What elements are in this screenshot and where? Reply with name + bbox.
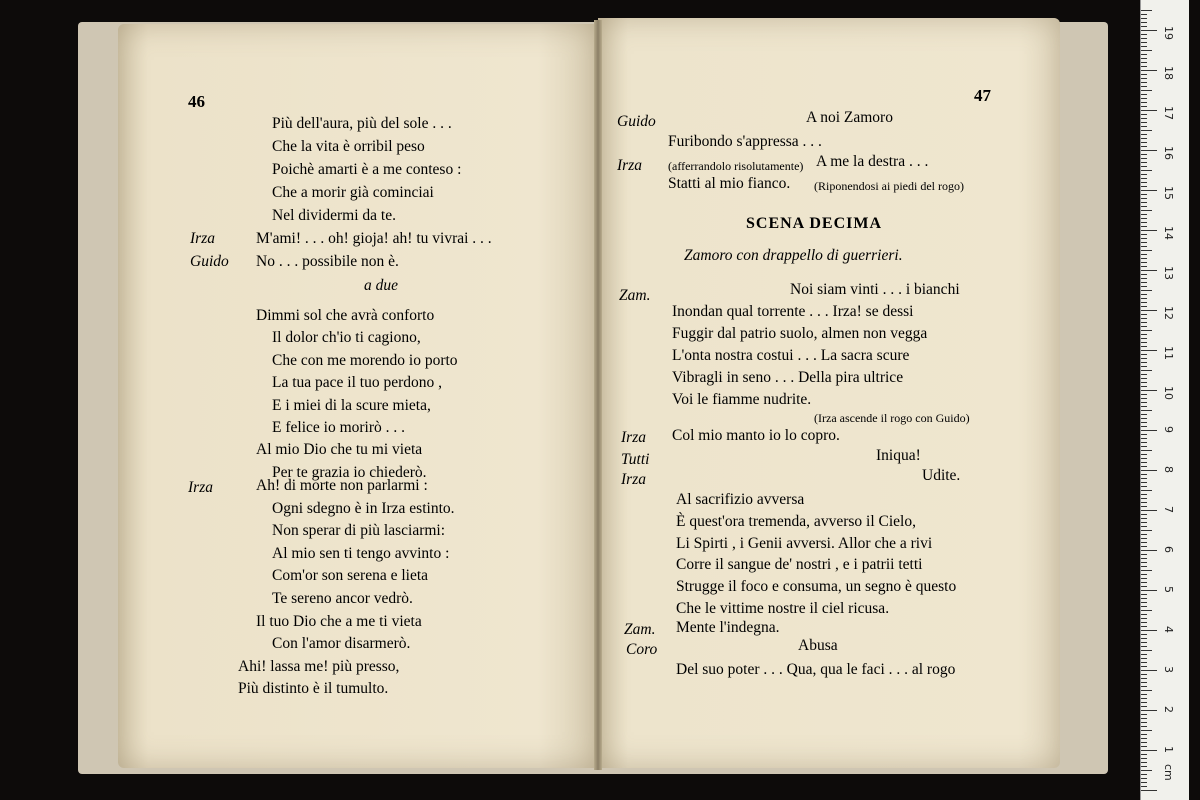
verse-line: Com'or son serena e lieta xyxy=(272,567,429,585)
ruler-tick xyxy=(1141,262,1147,263)
ruler-tick xyxy=(1141,766,1147,767)
verse-line: Che la vita è orribil peso xyxy=(272,138,425,155)
ruler-tick xyxy=(1141,630,1157,631)
ruler-tick xyxy=(1141,658,1147,659)
speaker-irza: Irza xyxy=(621,429,646,446)
ruler-tick xyxy=(1141,98,1147,99)
ruler-tick xyxy=(1141,362,1147,363)
ruler-tick xyxy=(1141,222,1147,223)
verse-line: Mente l'indegna. xyxy=(676,619,780,636)
verse-line: M'ami! . . . oh! gioja! ah! tu vivrai . . . xyxy=(256,230,492,247)
verse-line: Più distinto è il tumulto. xyxy=(238,680,389,698)
ruler-tick xyxy=(1141,426,1147,427)
ruler-tick xyxy=(1141,494,1147,495)
ruler-tick xyxy=(1141,710,1157,711)
ruler-tick xyxy=(1141,414,1147,415)
ruler-tick xyxy=(1141,454,1147,455)
ruler-number: 5 xyxy=(1162,586,1175,593)
ruler-tick xyxy=(1141,370,1152,371)
ruler-tick xyxy=(1141,94,1147,95)
ruler-tick xyxy=(1141,758,1147,759)
ruler-tick xyxy=(1141,754,1147,755)
ruler-tick xyxy=(1141,354,1147,355)
a-due-heading: a due xyxy=(364,277,399,294)
ruler-number: 8 xyxy=(1162,466,1175,473)
speaker-tutti: Tutti xyxy=(621,451,650,468)
ruler-tick xyxy=(1141,594,1147,595)
verse-line: Ah! di morte non parlarmi : xyxy=(256,477,428,494)
ruler-tick xyxy=(1141,338,1147,339)
ruler-tick xyxy=(1141,378,1147,379)
ruler-tick xyxy=(1141,486,1147,487)
ruler-tick xyxy=(1141,750,1157,751)
verse-line: Corre il sangue de' nostri , e i patrii tetti xyxy=(676,556,923,574)
ruler-tick xyxy=(1141,590,1157,591)
verse-line: Furibondo s'appressa . . . xyxy=(668,133,822,150)
ruler-tick xyxy=(1141,782,1147,783)
ruler-tick xyxy=(1141,686,1147,687)
stage-direction: (afferrandolo risolutamente) xyxy=(668,159,804,173)
ruler-tick xyxy=(1141,190,1157,191)
ruler-tick xyxy=(1141,626,1147,627)
ruler-number: 2 xyxy=(1162,706,1175,713)
ruler-tick xyxy=(1141,530,1152,531)
ruler-tick xyxy=(1141,70,1157,71)
ruler-tick xyxy=(1141,374,1147,375)
ruler-tick xyxy=(1141,186,1147,187)
ruler-tick xyxy=(1141,406,1147,407)
ruler-tick xyxy=(1141,10,1152,11)
ruler-tick xyxy=(1141,74,1147,75)
verse-line: È quest'ora tremenda, avverso il Cielo, xyxy=(676,512,916,530)
verse-line: Ahi! lassa me! più presso, xyxy=(238,657,400,675)
ruler-number: 12 xyxy=(1162,306,1175,320)
ruler-tick xyxy=(1141,114,1147,115)
ruler-tick xyxy=(1141,322,1147,323)
verse-line: Più dell'aura, più del sole . . . xyxy=(272,115,452,132)
ruler-tick xyxy=(1141,598,1147,599)
ruler-tick xyxy=(1141,230,1157,231)
verse-line: Te sereno ancor vedrò. xyxy=(272,590,413,607)
ruler-tick xyxy=(1141,218,1147,219)
ruler-tick xyxy=(1141,110,1157,111)
verse-line: Udite. xyxy=(922,467,961,484)
ruler-tick xyxy=(1141,86,1147,87)
ruler-number: 7 xyxy=(1162,506,1175,513)
ruler-tick xyxy=(1141,650,1152,651)
ruler-tick xyxy=(1141,294,1147,295)
ruler-tick xyxy=(1141,306,1147,307)
ruler-number: 18 xyxy=(1162,66,1175,80)
ruler-tick xyxy=(1141,534,1147,535)
ruler-tick xyxy=(1141,202,1147,203)
ruler-tick xyxy=(1141,778,1147,779)
ruler-tick xyxy=(1141,606,1147,607)
verse-line: L'onta nostra costui . . . La sacra scure xyxy=(672,347,910,364)
ruler-tick xyxy=(1141,518,1147,519)
verse-line: Al mio sen ti tengo avvinto : xyxy=(272,544,450,562)
ruler-tick xyxy=(1141,290,1152,291)
ruler-tick xyxy=(1141,738,1147,739)
measurement-ruler xyxy=(1140,0,1189,800)
ruler-tick xyxy=(1141,54,1147,55)
ruler-tick xyxy=(1141,146,1147,147)
ruler-tick xyxy=(1141,570,1152,571)
ruler-tick xyxy=(1141,126,1147,127)
ruler-tick xyxy=(1141,150,1157,151)
verse-line: Che con me morendo io porto xyxy=(272,351,458,369)
ruler-tick xyxy=(1141,250,1152,251)
ruler-tick xyxy=(1141,130,1152,131)
verse-line: Fuggir dal patrio suolo, almen non vegga xyxy=(672,325,928,342)
ruler-tick xyxy=(1141,726,1147,727)
ruler-tick xyxy=(1141,554,1147,555)
ruler-tick xyxy=(1141,238,1147,239)
ruler-tick xyxy=(1141,138,1147,139)
ruler-number: 15 xyxy=(1162,186,1175,200)
ruler-tick xyxy=(1141,314,1147,315)
ruler-tick xyxy=(1141,670,1157,671)
verse-line: Il tuo Dio che a me ti vieta xyxy=(256,612,422,630)
ruler-number: 9 xyxy=(1162,426,1175,433)
ruler-tick xyxy=(1141,742,1147,743)
ruler-tick xyxy=(1141,506,1147,507)
verse-line: Statti al mio fianco. xyxy=(668,175,791,192)
ruler-tick xyxy=(1141,402,1147,403)
speaker-label: Irza xyxy=(190,230,215,247)
ruler-tick xyxy=(1141,690,1152,691)
ruler-tick xyxy=(1141,514,1147,515)
ruler-tick xyxy=(1141,746,1147,747)
ruler-tick xyxy=(1141,282,1147,283)
ruler-tick xyxy=(1141,498,1147,499)
ruler-tick xyxy=(1141,762,1147,763)
ruler-tick xyxy=(1141,274,1147,275)
ruler-tick xyxy=(1141,450,1152,451)
verse-line: Abusa xyxy=(798,637,838,654)
ruler-tick xyxy=(1141,170,1152,171)
verse-line: Che a morir già cominciai xyxy=(272,184,434,201)
ruler-tick xyxy=(1141,302,1147,303)
ruler-tick xyxy=(1141,418,1147,419)
verse-line: Iniqua! xyxy=(876,447,921,464)
ruler-number: 3 xyxy=(1162,666,1175,673)
ruler-tick xyxy=(1141,366,1147,367)
ruler-tick xyxy=(1141,502,1147,503)
ruler-tick xyxy=(1141,206,1147,207)
ruler-tick xyxy=(1141,166,1147,167)
ruler-tick xyxy=(1141,422,1147,423)
ruler-tick xyxy=(1141,310,1157,311)
ruler-tick xyxy=(1141,350,1157,351)
verse-line: Inondan qual torrente . . . Irza! se dessi xyxy=(672,303,914,320)
ruler-tick xyxy=(1141,122,1147,123)
verse-line: Poichè amarti è a me conteso : xyxy=(272,161,462,178)
ruler-tick xyxy=(1141,214,1147,215)
ruler-tick xyxy=(1141,330,1152,331)
verse-line: A me la destra . . . xyxy=(816,153,929,170)
verse-line: Che le vittime nostre il ciel ricusa. xyxy=(676,600,890,617)
ruler-tick xyxy=(1141,318,1147,319)
ruler-tick xyxy=(1141,718,1147,719)
ruler-tick xyxy=(1141,430,1157,431)
ruler-tick xyxy=(1141,22,1147,23)
ruler-tick xyxy=(1141,578,1147,579)
ruler-tick xyxy=(1141,786,1147,787)
speaker-guido: Guido xyxy=(617,113,656,130)
verse-line: Con l'amor disarmerò. xyxy=(272,635,411,653)
ruler-tick xyxy=(1141,394,1147,395)
verse-line: E i miei di la scure mieta, xyxy=(272,396,431,414)
ruler-tick xyxy=(1141,470,1157,471)
ruler-tick xyxy=(1141,706,1147,707)
ruler-number: 6 xyxy=(1162,546,1175,553)
ruler-tick xyxy=(1141,474,1147,475)
ruler-tick xyxy=(1141,14,1147,15)
ruler-tick xyxy=(1141,574,1147,575)
ruler-tick xyxy=(1141,714,1147,715)
verse-line: Noi siam vinti . . . i bianchi xyxy=(790,281,960,298)
ruler-tick xyxy=(1141,234,1147,235)
ruler-tick xyxy=(1141,662,1147,663)
ruler-number: 19 xyxy=(1162,26,1175,40)
ruler-tick xyxy=(1141,722,1147,723)
ruler-tick xyxy=(1141,550,1157,551)
ruler-tick xyxy=(1141,482,1147,483)
ruler-tick xyxy=(1141,462,1147,463)
ruler-tick xyxy=(1141,258,1147,259)
ruler-tick xyxy=(1141,702,1147,703)
ruler-tick xyxy=(1141,678,1147,679)
ruler-tick xyxy=(1141,26,1147,27)
ruler-tick xyxy=(1141,346,1147,347)
ruler-tick xyxy=(1141,510,1157,511)
ruler-tick xyxy=(1141,246,1147,247)
ruler-tick xyxy=(1141,18,1147,19)
ruler-tick xyxy=(1141,730,1152,731)
scene-subtitle: Zamoro con drappello di guerrieri. xyxy=(684,247,903,264)
verse-line: La tua pace il tuo perdono , xyxy=(272,374,443,392)
ruler-tick xyxy=(1141,162,1147,163)
verse-line: A noi Zamoro xyxy=(806,109,893,126)
ruler-tick xyxy=(1141,442,1147,443)
ruler-tick xyxy=(1141,326,1147,327)
scene-title: SCENA DECIMA xyxy=(746,215,883,232)
ruler-tick xyxy=(1141,134,1147,135)
ruler-tick xyxy=(1141,226,1147,227)
ruler-tick xyxy=(1141,646,1147,647)
verse-line: Al sacrifizio avversa xyxy=(676,491,805,508)
ruler-tick xyxy=(1141,90,1152,91)
speaker-zamoro: Zam. xyxy=(619,287,651,304)
ruler-tick xyxy=(1141,382,1147,383)
ruler-tick xyxy=(1141,210,1152,211)
ruler-tick xyxy=(1141,58,1147,59)
ruler-tick xyxy=(1141,106,1147,107)
verse-line: E felice io morirò . . . xyxy=(272,419,405,436)
verse-line: Al mio Dio che tu mi vieta xyxy=(256,441,423,459)
ruler-tick xyxy=(1141,62,1147,63)
ruler-tick xyxy=(1141,614,1147,615)
ruler-tick xyxy=(1141,118,1147,119)
verse-line: Non sperar di più lasciarmi: xyxy=(272,522,446,540)
ruler-number: 14 xyxy=(1162,226,1175,240)
ruler-tick xyxy=(1141,566,1147,567)
verse-line: Ogni sdegno è in Irza estinto. xyxy=(272,499,455,517)
verse-line: Strugge il foco e consuma, un segno è questo xyxy=(676,578,957,596)
left-page-number: 46 xyxy=(188,92,205,111)
ruler-tick xyxy=(1141,610,1152,611)
ruler-tick xyxy=(1141,358,1147,359)
ruler-number: 10 xyxy=(1162,386,1175,400)
ruler-tick xyxy=(1141,182,1147,183)
ruler-tick xyxy=(1141,270,1157,271)
verse-line: Per te grazia io chiederò. xyxy=(272,463,427,481)
ruler-number: 4 xyxy=(1162,626,1175,633)
ruler-tick xyxy=(1141,734,1147,735)
speaker-irza: Irza xyxy=(617,157,642,174)
ruler-tick xyxy=(1141,38,1147,39)
verse-line: Nel dividermi da te. xyxy=(272,207,396,224)
ruler-tick xyxy=(1141,154,1147,155)
ruler-tick xyxy=(1141,438,1147,439)
ruler-number: 11 xyxy=(1162,346,1175,360)
ruler-tick xyxy=(1141,334,1147,335)
ruler-tick xyxy=(1141,698,1147,699)
verse-line: Voi le fiamme nudrite. xyxy=(672,391,812,408)
speaker-zamoro: Zam. xyxy=(624,621,656,638)
ruler-tick xyxy=(1141,142,1147,143)
verse-line: Vibragli in seno . . . Della pira ultrice xyxy=(672,369,904,386)
verse-line: Del suo poter . . . Qua, qua le faci . . . al rogo xyxy=(676,661,956,678)
verse-line: Col mio manto io lo copro. xyxy=(672,427,840,444)
ruler-tick xyxy=(1141,490,1152,491)
ruler-tick xyxy=(1141,790,1157,791)
verse-line: Il dolor ch'io ti cagiono, xyxy=(272,329,421,347)
ruler-tick xyxy=(1141,410,1152,411)
ruler-tick xyxy=(1141,770,1152,771)
ruler-tick xyxy=(1141,298,1147,299)
ruler-tick xyxy=(1141,46,1147,47)
ruler-tick xyxy=(1141,526,1147,527)
ruler-tick xyxy=(1141,682,1147,683)
verse-line: Li Spirti , i Genii avversi. Allor che a rivi xyxy=(676,534,933,552)
ruler-tick xyxy=(1141,562,1147,563)
ruler-tick xyxy=(1141,266,1147,267)
right-page-number: 47 xyxy=(974,86,991,105)
ruler-tick xyxy=(1141,654,1147,655)
ruler-tick xyxy=(1141,478,1147,479)
speaker-irza-left: Irza xyxy=(188,479,213,496)
ruler-tick xyxy=(1141,34,1147,35)
ruler-tick xyxy=(1141,666,1147,667)
ruler-tick xyxy=(1141,638,1147,639)
ruler-tick xyxy=(1141,586,1147,587)
ruler-number: 17 xyxy=(1162,106,1175,120)
ruler-tick xyxy=(1141,78,1147,79)
ruler-tick xyxy=(1141,458,1147,459)
ruler-number: 13 xyxy=(1162,266,1175,280)
ruler-tick xyxy=(1141,674,1147,675)
verse-line: Dimmi sol che avrà conforto xyxy=(256,307,435,324)
ruler-tick xyxy=(1141,82,1147,83)
ruler-tick xyxy=(1141,694,1147,695)
ruler-tick xyxy=(1141,634,1147,635)
ruler-tick xyxy=(1141,582,1147,583)
ruler-tick xyxy=(1141,242,1147,243)
ruler-tick xyxy=(1141,558,1147,559)
ruler-tick xyxy=(1141,522,1147,523)
ruler-tick xyxy=(1141,66,1147,67)
ruler-unit: cm xyxy=(1162,764,1175,781)
ruler-tick xyxy=(1141,42,1147,43)
ruler-tick xyxy=(1141,542,1147,543)
ruler-tick xyxy=(1141,254,1147,255)
ruler-tick xyxy=(1141,174,1147,175)
ruler-tick xyxy=(1141,158,1147,159)
ruler-tick xyxy=(1141,446,1147,447)
ruler-tick xyxy=(1141,342,1147,343)
speaker-coro: Coro xyxy=(626,641,658,658)
verse-line: No . . . possibile non è. xyxy=(256,253,399,270)
book-gutter xyxy=(594,20,602,770)
ruler-tick xyxy=(1141,194,1147,195)
ruler-number: 1 xyxy=(1162,746,1175,753)
ruler-tick xyxy=(1141,390,1157,391)
ruler-tick xyxy=(1141,286,1147,287)
ruler-number: 16 xyxy=(1162,146,1175,160)
ruler-tick xyxy=(1141,602,1147,603)
ruler-tick xyxy=(1141,30,1157,31)
ruler-tick xyxy=(1141,50,1152,51)
ruler-tick xyxy=(1141,546,1147,547)
ruler-tick xyxy=(1141,278,1147,279)
ruler-tick xyxy=(1141,178,1147,179)
ruler-tick xyxy=(1141,618,1147,619)
ruler-tick xyxy=(1141,434,1147,435)
ruler-tick xyxy=(1141,774,1147,775)
ruler-tick xyxy=(1141,466,1147,467)
stage-direction: (Irza ascende il rogo con Guido) xyxy=(814,411,970,425)
ruler-tick xyxy=(1141,386,1147,387)
ruler-tick xyxy=(1141,198,1147,199)
stage-direction: (Riponendosi ai piedi del rogo) xyxy=(814,179,964,193)
ruler-tick xyxy=(1141,398,1147,399)
ruler-tick xyxy=(1141,102,1147,103)
ruler-tick xyxy=(1141,622,1147,623)
speaker-label: Guido xyxy=(190,253,229,270)
ruler-tick xyxy=(1141,642,1147,643)
ruler-tick xyxy=(1141,538,1147,539)
speaker-irza: Irza xyxy=(621,471,646,488)
